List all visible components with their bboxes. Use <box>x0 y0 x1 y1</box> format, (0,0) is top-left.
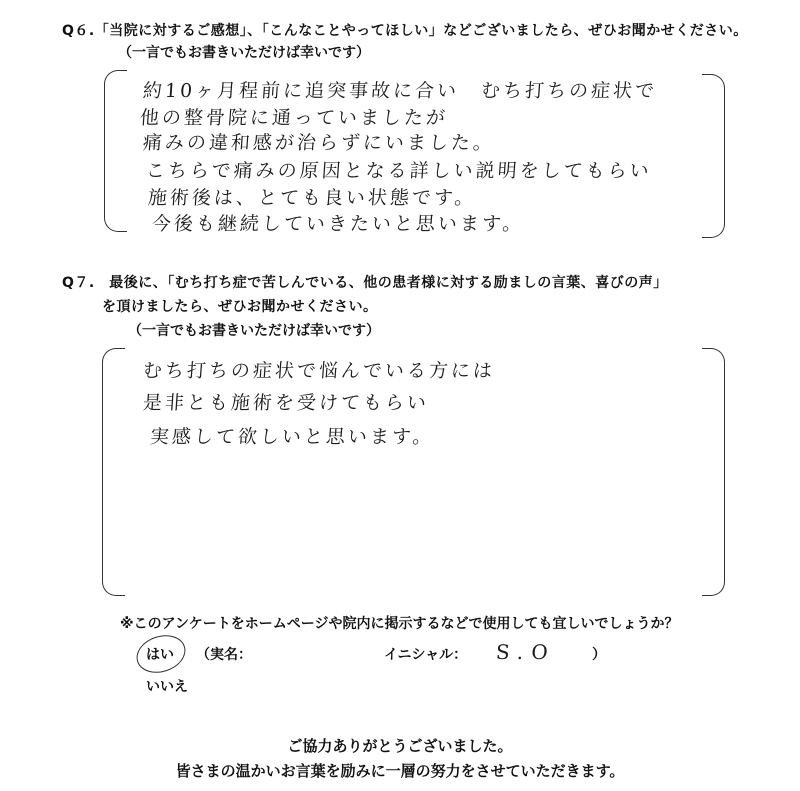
footer-message: 皆さまの温かいお言葉を励みに一層の努力をさせていただきます。 <box>175 762 625 780</box>
footer-thanks: ご協力ありがとうございました。 <box>287 737 513 755</box>
q7-answer-bracket-left <box>102 348 125 596</box>
q6-label: Q６.「当院に対するご感想」、「こんなことやってほしい」などございましたら、ぜひお聞かせください。 <box>62 23 748 39</box>
initial-value: S.O <box>495 640 557 664</box>
q6-answer-line: 施術後は、とても良い状態です。 <box>147 187 478 209</box>
q7-answer-line: むち打ちの症状で悩んでいる方には <box>142 360 496 382</box>
q6-answer-bracket-right <box>702 74 725 238</box>
real-name-label: （実名： <box>196 647 252 663</box>
q7-answer-line: 是非とも施術を受けてもらい <box>142 392 430 414</box>
q6-answer-line: 今後も継続していきたいと思います。 <box>151 213 526 235</box>
q7-label-line2: を頂けましたら、ぜひお聞かせください。 <box>102 299 378 315</box>
q6-answer-line: 他の整骨院に通っていましたが <box>139 107 449 129</box>
q6-answer-line: 約10ヶ月程前に追突事故に合い むち打ちの症状で <box>142 80 658 102</box>
q7-label-line1: Q７. 最後に、「むち打ち症で苦しんでいる、他の患者様に対する励ましの言葉、喜びの声」 <box>62 275 668 291</box>
consent-yes-option[interactable]: はい <box>146 647 174 663</box>
q6-answer-line: こちらで痛みの原因となる詳しい説明をしてもらい <box>145 160 653 182</box>
q7-answer-bracket-right <box>702 348 725 596</box>
q6-answer-line: 痛みの違和感が治らずにいました。 <box>142 132 496 154</box>
q6-answer-bracket-left <box>104 70 127 232</box>
consent-question: ※このアンケートをホームページや院内に掲示するなどで使用しても宜しいでしょうか？ <box>120 616 679 632</box>
consent-no-option[interactable]: いいえ <box>146 679 188 695</box>
q6-note: （一言でもお書きいただけば幸いです） <box>118 45 370 61</box>
initial-close-paren: ） <box>592 647 606 663</box>
q7-answer-line: 実感して欲しいと思います。 <box>149 426 436 448</box>
initial-label: イニシャル： <box>384 647 468 663</box>
q7-note: （一言でもお書きいただけば幸いです） <box>128 323 380 339</box>
